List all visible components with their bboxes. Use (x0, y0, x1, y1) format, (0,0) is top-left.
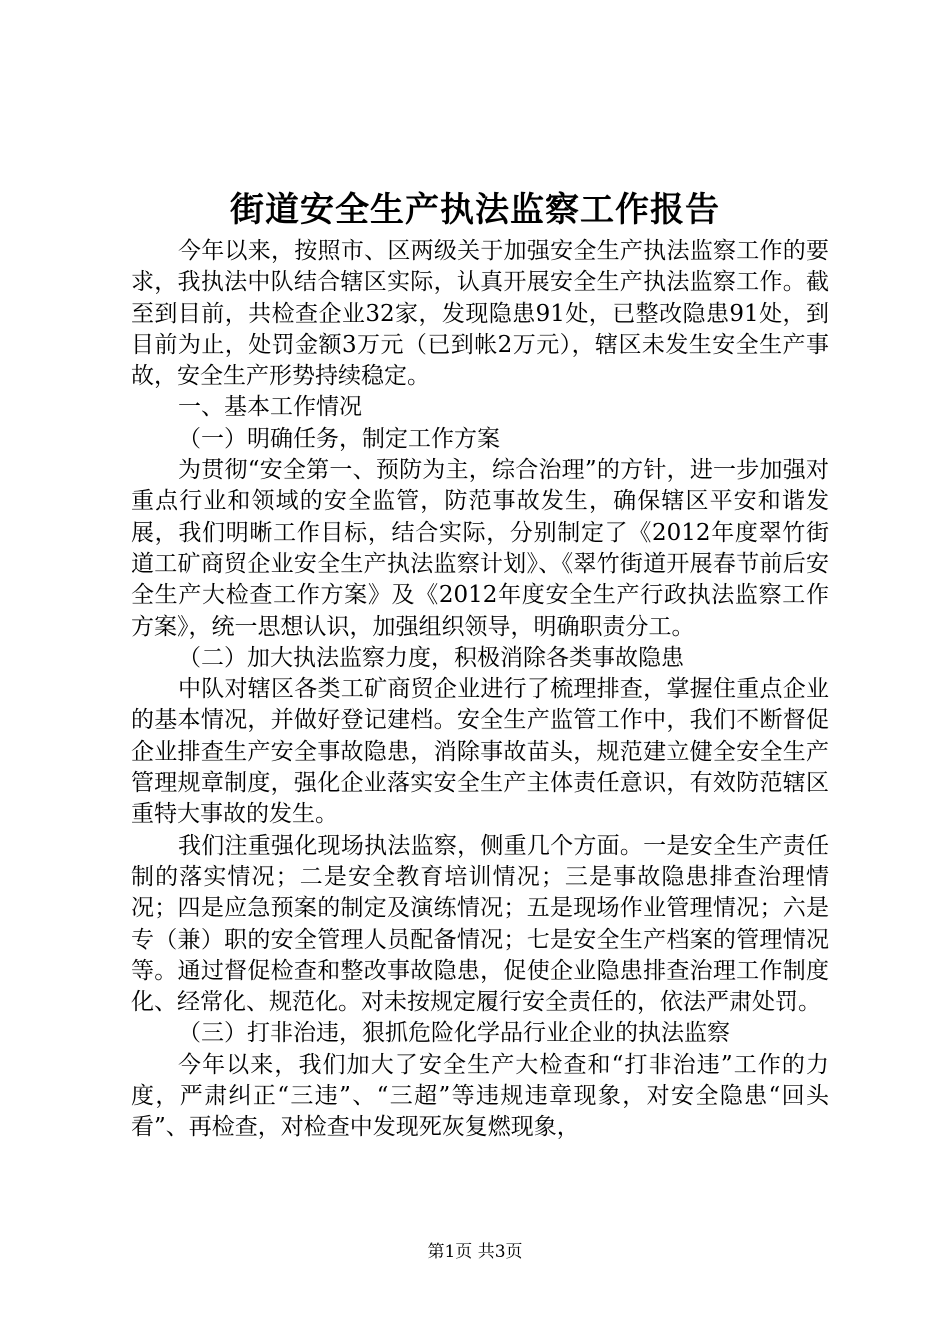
paragraph-inspection: 中队对辖区各类工矿商贸企业进行了梳理排查，掌握住重点企业的基本情况，并做好登记建档。安全生产监管工作中，我们不断督促企业排查生产安全事故隐患，消除事故苗头，规范建立健全安全生产管理规章制度，强化企业落实安全生产主体责任意识，有效防范辖区重特大事故的发生。 (131, 676, 829, 828)
paragraph-intro: 今年以来，按照市、区两级关于加强安全生产执法监察工作的要求，我执法中队结合辖区实际，认真开展安全生产执法监察工作。截至到目前，共检查企业32家，发现隐患91处，已整改隐患91处，到目前为止，处罚金额3万元（已到帐2万元），辖区未发生安全生产事故，安全生产形势持续稳定。 (131, 238, 829, 390)
section-heading-basic-work: 一、基本工作情况 (178, 394, 362, 421)
document-body (131, 236, 829, 1144)
page-number-footer: 第1页 共3页 (427, 1242, 523, 1262)
subsection-heading-1: （一）明确任务，制定工作方案 (178, 425, 500, 452)
subsection-heading-3: （三）打非治违，狠抓危险化学品行业企业的执法监察 (178, 1020, 730, 1047)
paragraph-onsite-enforcement: 我们注重强化现场执法监察，侧重几个方面。一是安全生产责任制的落实情况；二是安全教育培训情况；三是事故隐患排查治理情况；四是应急预案的制定及演练情况；五是现场作业管理情况；六是专（兼）职的安全管理人员配备情况；七是安全生产档案的管理情况等。通过督促检查和整改事故隐患，促使企业隐患排查治理工作制度化、经常化、规范化。对未按规定履行安全责任的，依法严肃处罚。 (131, 832, 829, 1016)
document-title: 街道安全生产执法监察工作报告 (230, 190, 720, 230)
paragraph-crackdown: 今年以来，我们加大了安全生产大检查和“打非治违”工作的力度，严肃纠正“三违”、“三超”等违规违章现象，对安全隐患“回头看”、再检查，对检查中发现死灰复燃现象， (131, 1051, 829, 1141)
paragraph-plans: 为贯彻“安全第一、预防为主，综合治理”的方针，进一步加强对重点行业和领域的安全监管，防范事故发生，确保辖区平安和谐发展，我们明晰工作目标，结合实际，分别制定了《2012年度翠竹街道工矿商贸企业安全生产执法监察计划》、《翠竹街道开展春节前后安全生产大检查工作方案》及《2012年度安全生产行政执法监察工作方案》，统一思想认识，加强组织领导，明确职责分工。 (131, 457, 829, 640)
subsection-heading-2: （二）加大执法监察力度，积极消除各类事故隐患 (178, 644, 684, 671)
